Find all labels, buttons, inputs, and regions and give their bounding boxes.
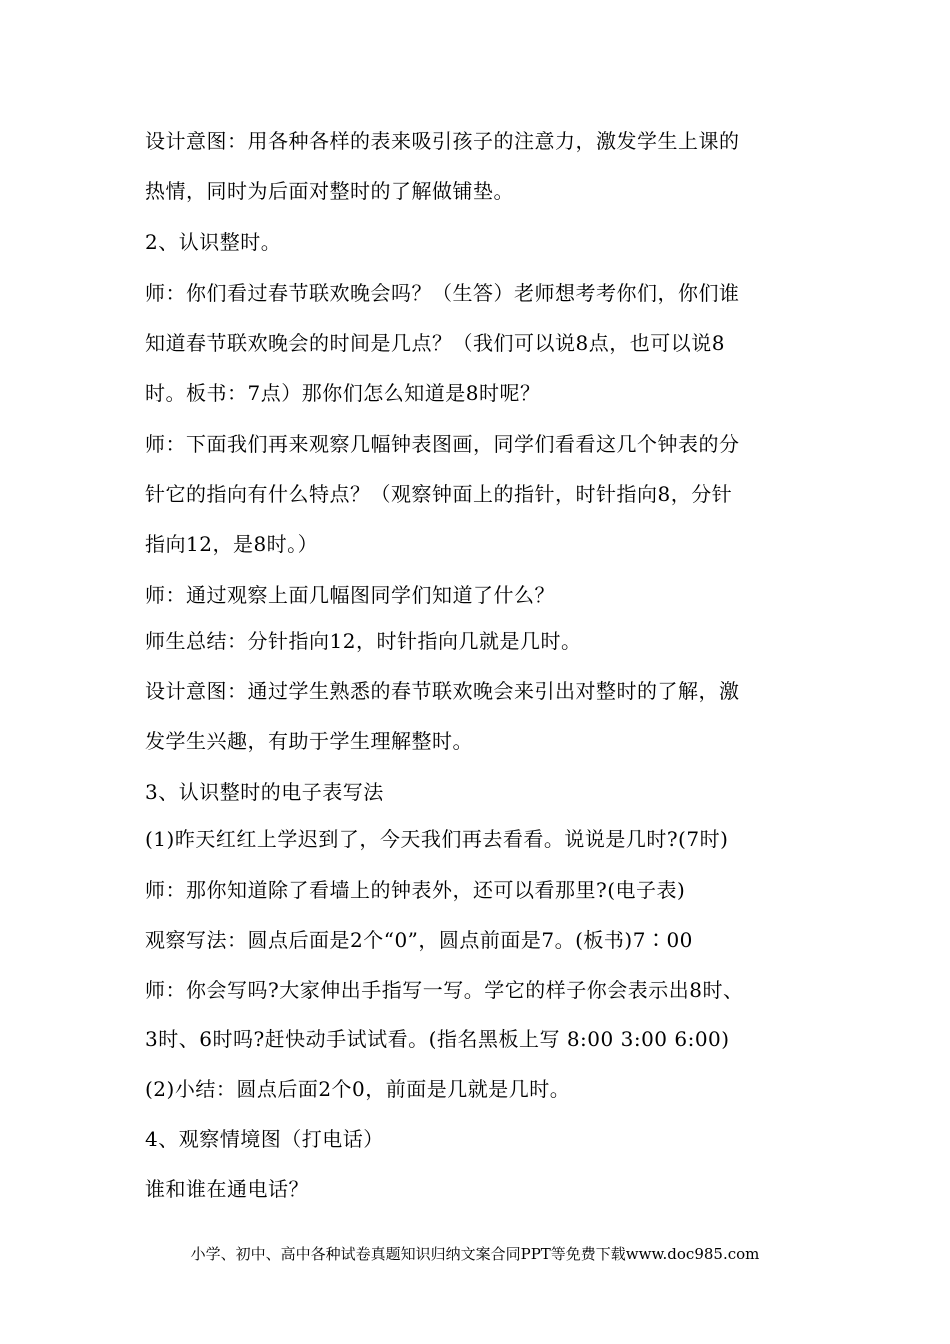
- text-line: 热情，同时为后面对整时的了解做铺垫。: [145, 179, 514, 203]
- text-line: 发学生兴趣，有助于学生理解整时。: [145, 729, 473, 753]
- page-footer: 小学、初中、高中各种试卷真题知识归纳文案合同PPT等免费下载www.doc985.com: [190, 1245, 760, 1263]
- text-line: (2)小结：圆点后面2个0，前面是几就是几时。: [145, 1077, 571, 1101]
- text-line: 知道春节联欢晚会的时间是几点？（我们可以说8点，也可以说8: [145, 331, 725, 355]
- text-line: 3、认识整时的电子表写法: [145, 780, 384, 804]
- text-line: 设计意图：用各种各样的表来吸引孩子的注意力，激发学生上课的: [145, 129, 740, 153]
- text-line: 4、观察情境图（打电话）: [145, 1127, 384, 1151]
- text-line: 师：你会写吗?大家伸出手指写一写。学它的样子你会表示出8时、: [145, 978, 744, 1002]
- text-line: 观察写法：圆点后面是2个“0”，圆点前面是7。(板书)7∶00: [145, 928, 693, 952]
- text-line: 谁和谁在通电话？: [145, 1177, 309, 1201]
- text-line: 时。板书：7点）那你们怎么知道是8时呢？: [145, 381, 541, 405]
- text-line: 针它的指向有什么特点？（观察钟面上的指针，时针指向8，分针: [145, 482, 733, 506]
- text-line: 师：你们看过春节联欢晚会吗？（生答）老师想考考你们，你们谁: [145, 281, 740, 305]
- text-line: 3时、6时吗?赶快动手试试看。(指名黑板上写 8:00 3:00 6:00): [145, 1027, 730, 1051]
- text-line: 师：那你知道除了看墙上的钟表外，还可以看那里?(电子表): [145, 878, 686, 902]
- text-line: 指向12，是8时。）: [145, 532, 319, 556]
- text-line: 师生总结：分针指向12，时针指向几就是几时。: [145, 629, 582, 653]
- text-line: 师：通过观察上面几幅图同学们知道了什么？: [145, 583, 555, 607]
- text-line: 设计意图：通过学生熟悉的春节联欢晚会来引出对整时的了解，激: [145, 679, 740, 703]
- text-line: (1)昨天红红上学迟到了，今天我们再去看看。说说是几时?(7时): [145, 827, 729, 851]
- text-line: 师：下面我们再来观察几幅钟表图画，同学们看看这几个钟表的分: [145, 432, 740, 456]
- text-line: 2、认识整时。: [145, 230, 282, 254]
